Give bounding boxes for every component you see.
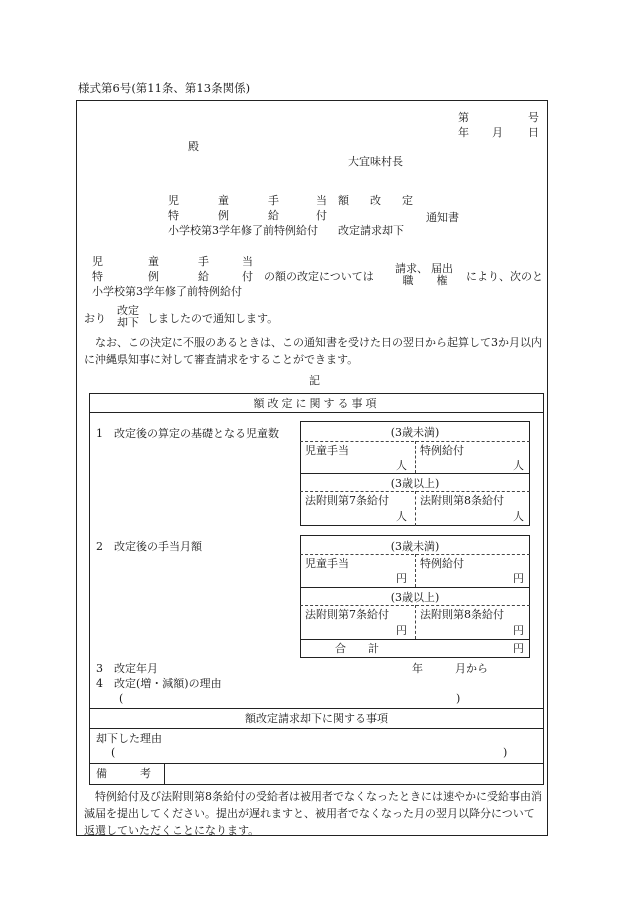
reject-paren-open: ( [111, 746, 116, 759]
body-choice-b: 届出 権 [431, 262, 453, 287]
date-year: 年 [458, 126, 469, 139]
t2-total-label: 合 計 [335, 642, 379, 655]
t1-art7: 法附則第7条給付 [305, 494, 389, 507]
t1-unit-c: 人 [396, 510, 407, 523]
item4-paren-open: ( [119, 692, 124, 705]
title-r3-tail: 改定請求却下 [338, 224, 404, 237]
date-day: 日 [528, 126, 539, 139]
body-choice-c: 改定 却下 [117, 304, 139, 329]
title-r2-c4: 付 [316, 209, 327, 222]
title-r1-t1: 額 [338, 194, 349, 207]
title-doc-suffix: 通知書 [426, 211, 459, 224]
t1-unit-b: 人 [513, 459, 524, 472]
title-r3-c1: 小学校第3学年修了前特例給付 [168, 224, 318, 237]
item4-paren-close: ) [456, 692, 461, 705]
number-prefix: 第 [458, 111, 469, 124]
addressee-suffix: 殿 [188, 140, 199, 153]
title-r1-c4: 当 [316, 194, 327, 207]
t2-special-benefit: 特例給付 [420, 557, 464, 570]
body-r2-c2: 例 [148, 270, 159, 283]
section1-title: 額改定に関する事項 [253, 397, 380, 410]
appeal-text: なお、この決定に不服のあるときは、この通知書を受けた日の翌日から起算して3か月以内に沖縄県知事に対して審査請求をすることができます。 [84, 336, 542, 366]
t1-unit-d: 人 [513, 510, 524, 523]
reject-paren-close: ) [503, 746, 508, 759]
t2-total-unit: 円 [513, 642, 524, 655]
body-choice-a: 請求、 職 [395, 262, 428, 287]
t2-under3: (3歳未満) [390, 540, 440, 553]
reject-reason-label: 却下した理由 [96, 732, 162, 745]
title-r2-c2: 例 [218, 209, 229, 222]
title-r1-t3: 定 [402, 194, 413, 207]
body-r1-c3: 手 [198, 255, 209, 268]
t2-child-allowance: 児童手当 [305, 557, 349, 570]
item3-label: 3 改定年月 [96, 662, 158, 675]
item3-month: 月から [455, 662, 488, 675]
number-suffix: 号 [528, 111, 539, 124]
body-r2-c3: 給 [198, 270, 209, 283]
t2-art8: 法附則第8条給付 [420, 608, 504, 621]
t2-unit-d: 円 [513, 624, 524, 637]
body-r2-c1: 特 [92, 270, 103, 283]
form-label: 様式第6号(第11条、第13条関係) [78, 81, 251, 95]
footer-note: 特例給付及び法附則第8条給付の受給者は被用者でなくなったときには速やかに受給事由消滅届を提出してください。提出が遅れますと、被用者でなくなった月の翌月以降分について返還していただくことになります。 [84, 790, 542, 837]
ki-mark: 記 [309, 374, 320, 387]
t2-over3: (3歳以上) [390, 591, 440, 604]
title-r1-c2: 童 [218, 194, 229, 207]
item2-label: 2 改定後の手当月額 [96, 540, 202, 553]
body-r1-c1: 児 [92, 255, 103, 268]
t1-unit-a: 人 [396, 459, 407, 472]
title-r1-c1: 児 [168, 194, 179, 207]
body-r3-c1: 小学校第3学年修了前特例給付 [92, 285, 242, 298]
title-r1-c3: 手 [268, 194, 279, 207]
body-r1-c2: 童 [148, 255, 159, 268]
body-text-mid: の額の改定については [264, 270, 374, 283]
t1-over3: (3歳以上) [390, 477, 440, 490]
body-text-start2: おり [84, 312, 106, 325]
item3-year: 年 [412, 662, 423, 675]
t1-special-benefit: 特例給付 [420, 444, 464, 457]
title-r2-c3: 給 [268, 209, 279, 222]
body-r2-c4: 付 [242, 270, 253, 283]
t2-unit-b: 円 [513, 572, 524, 585]
title-r1-t2: 改 [370, 194, 381, 207]
t1-child-allowance: 児童手当 [305, 444, 349, 457]
date-month: 月 [492, 126, 503, 139]
remarks-label: 備 考 [96, 767, 151, 780]
title-r2-c1: 特 [168, 209, 179, 222]
t2-unit-a: 円 [396, 572, 407, 585]
t1-under3: (3歳未満) [390, 426, 440, 439]
body-text-end2: しましたので通知します。 [147, 312, 279, 325]
t2-unit-c: 円 [396, 624, 407, 637]
body-r1-c4: 当 [242, 255, 253, 268]
t1-art8: 法附則第8条給付 [420, 494, 504, 507]
body-text-end: により、次のと [466, 270, 543, 283]
issuer: 大宜味村長 [348, 155, 403, 168]
t2-art7: 法附則第7条給付 [305, 608, 389, 621]
item1-label: 1 改定後の算定の基礎となる児童数 [96, 427, 279, 440]
section2-title: 額改定請求却下に関する事項 [245, 712, 388, 725]
item4-label: 4 改定(増・減額)の理由 [96, 677, 222, 690]
